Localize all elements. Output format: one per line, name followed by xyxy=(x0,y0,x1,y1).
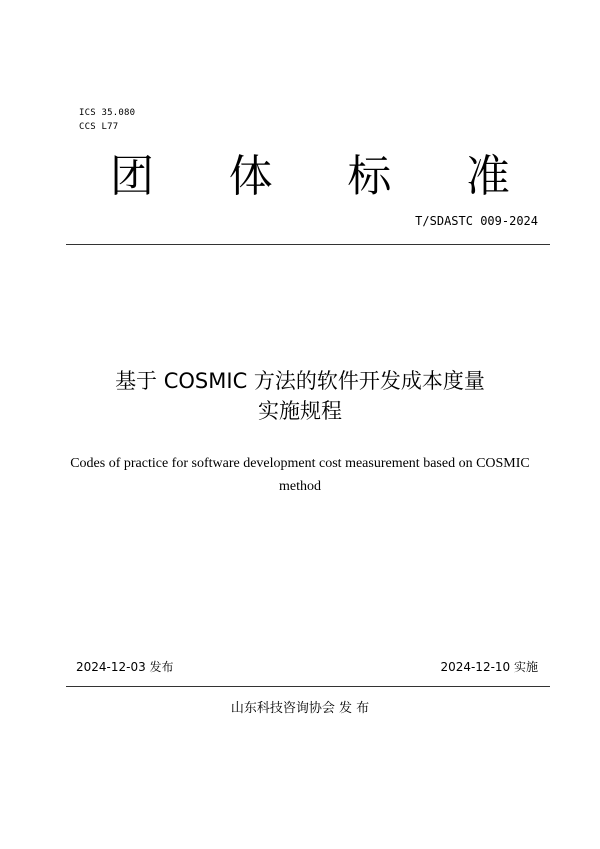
bottom-divider xyxy=(66,686,550,687)
document-type-heading xyxy=(110,142,510,202)
top-divider xyxy=(66,244,550,245)
english-title xyxy=(50,452,550,498)
chinese-title-line-2: 实施规程 xyxy=(258,399,342,423)
ics-code: ICS 35.080 xyxy=(79,108,136,118)
chinese-title xyxy=(60,366,540,426)
ccs-code: CCS L77 xyxy=(79,122,119,132)
english-title-line-1: Codes of practice for software development cost measurement based on COSMIC xyxy=(70,456,530,471)
publisher: 山东科技咨询协会 发 布 xyxy=(230,701,370,716)
chinese-title-line-1: 基于 COSMIC 方法的软件开发成本度量 xyxy=(115,369,485,393)
document-type-char: 准 xyxy=(465,151,510,202)
implementation-date: 2024-12-10 实施 xyxy=(440,660,538,674)
document-type-char: 体 xyxy=(228,151,273,202)
standard-number: T/SDASTC 009-2024 xyxy=(415,214,538,228)
publication-date: 2024-12-03 发布 xyxy=(76,660,174,674)
english-title-line-2: method xyxy=(279,479,321,494)
document-type-char: 团 xyxy=(110,151,154,202)
document-type-char: 标 xyxy=(347,151,392,202)
